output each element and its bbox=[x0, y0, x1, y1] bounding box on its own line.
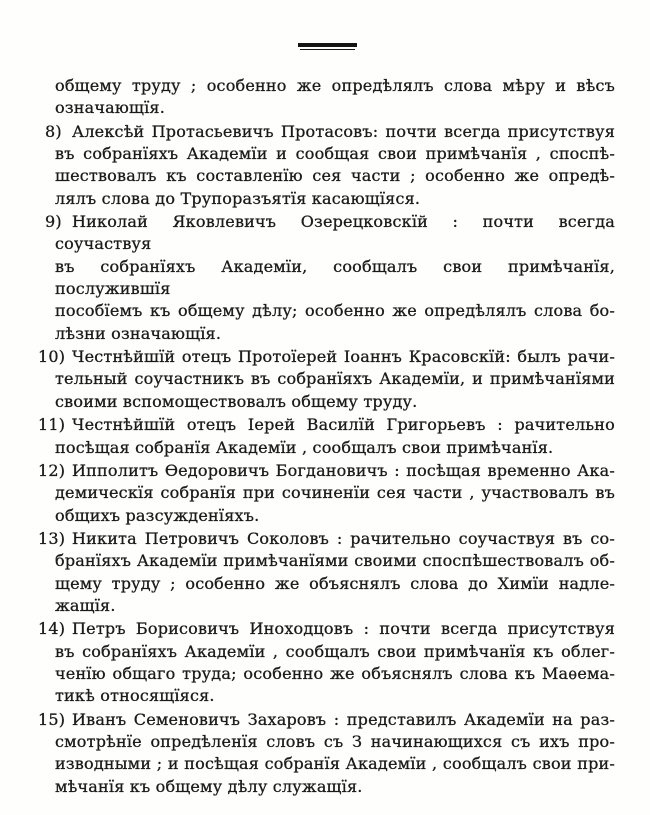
text-line: общихъ разсужденїяхъ. bbox=[55, 505, 260, 525]
item-number: 11) bbox=[38, 415, 66, 435]
text-block bbox=[38, 75, 615, 799]
text-line: Ипполитъ Ѳедоровичъ Богдановичъ : посѣщая временно Ака- bbox=[72, 460, 615, 480]
text-line: тикѣ относящїяся. bbox=[55, 686, 215, 706]
text-line: щему труду ; особенно же объяснялъ слова до Химїи надле- bbox=[55, 573, 615, 593]
text-line: лялъ слова до Трупоразъятїя касающїяся. bbox=[55, 188, 421, 208]
text-line: тельный соучастникъ въ собранїяхъ Академїи, и примѣчанїями bbox=[55, 369, 615, 389]
text-line: общему труду ; особенно же опредѣлялъ слова мѣру и вѣсъ bbox=[55, 76, 615, 95]
section-divider-rule bbox=[298, 43, 357, 47]
text-line: мѣчанїя къ общему дѣлу служащїя. bbox=[55, 776, 363, 796]
text-line: жащїя. bbox=[55, 595, 116, 615]
text-line: въ собранїяхъ Академїи и сообщая свои примѣчанїя , споспѣ- bbox=[55, 144, 615, 164]
text-line: своими вспомоществовалъ общему труду. bbox=[55, 391, 418, 411]
text-line: демическїя собранїя при сочиненїи сея части , участвовалъ въ bbox=[55, 483, 615, 503]
list-item bbox=[38, 414, 615, 459]
text-line: ченїю общаго труда; особенно же объяснялъ слова къ Маѳема- bbox=[55, 664, 615, 684]
list-item bbox=[45, 121, 615, 210]
list-item bbox=[38, 618, 615, 707]
item-number: 14) bbox=[38, 619, 66, 639]
text-line: смотрѣнїе опредѣленїя словъ съ З начинающихся съ ихъ про- bbox=[55, 732, 615, 752]
text-line: шествовалъ къ составленїю сея части ; особенно же опредѣ- bbox=[55, 166, 615, 186]
text-line: Честнѣйшїй отецъ Протоїерей Іоаннъ Красовскїй: былъ рачи- bbox=[72, 347, 615, 367]
text-line: въ собранїяхъ Академїи , сообщалъ свои примѣчанїя къ облег- bbox=[55, 641, 615, 661]
list-item bbox=[38, 346, 615, 413]
item-number: 13) bbox=[38, 529, 66, 549]
text-line: лѣзни означающїя. bbox=[55, 323, 222, 343]
text-line: въ собранїяхъ Академїи, сообщалъ свои примѣчанїя, послужившїя bbox=[55, 256, 615, 299]
text-line: Иванъ Семеновичъ Захаровъ : представилъ Академїи на раз- bbox=[72, 709, 615, 729]
list-item bbox=[38, 528, 615, 617]
text-line: Честнѣйшїй отецъ Іерей Василїй Григорьевъ : рачительно bbox=[72, 415, 615, 435]
text-line: бранїяхъ Академїи примѣчанїями своими споспѣшествовалъ об- bbox=[55, 551, 615, 571]
item-number: 12) bbox=[38, 460, 66, 480]
text-line: Николай Яковлевичъ Озерецковскїй : почти всегда соучаствуя bbox=[55, 212, 615, 254]
text-line: Алексѣй Протасьевичъ Протасовъ: почти всегда присутствуя bbox=[72, 121, 615, 141]
list-item bbox=[38, 460, 615, 527]
item-number: 8) bbox=[45, 121, 62, 141]
item-number: 15) bbox=[38, 709, 66, 729]
list-item bbox=[45, 211, 615, 345]
list-item bbox=[38, 709, 615, 798]
text-line: Петръ Борисовичъ Иноходцовъ : почти всегда присутствуя bbox=[72, 619, 615, 639]
text-line: означающїя. bbox=[55, 98, 165, 118]
text-line: Никита Петровичъ Соколовъ : рачительно соучаствуя въ со- bbox=[72, 529, 615, 549]
text-line: изводными ; и посѣщая собранїя Академїи , сообщалъ свои при- bbox=[55, 754, 615, 774]
text-line: пособїемъ къ общему дѣлу; особенно же опредѣлялъ слова бо- bbox=[55, 301, 615, 321]
item-number: 9) bbox=[45, 212, 62, 232]
text-line: посѣщая собранїя Академїи , сообщалъ свои примѣчанїя. bbox=[55, 437, 554, 457]
item-number: 10) bbox=[38, 347, 66, 367]
paragraph-continuation bbox=[55, 75, 615, 120]
